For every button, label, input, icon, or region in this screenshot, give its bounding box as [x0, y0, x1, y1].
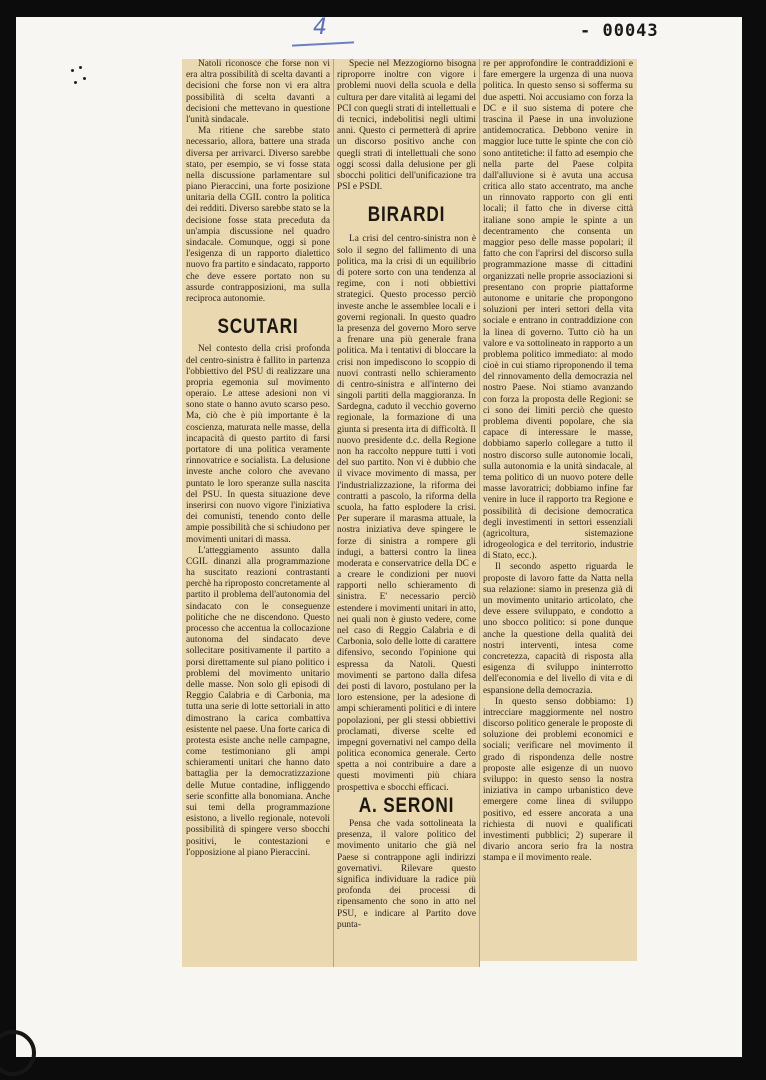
section-heading-seroni: A. SERONI	[358, 793, 455, 817]
paragraph: Pensa che vada sottolineata la presenza, il valore politico del movimento unitario che già nel Paese si contrappone agli indirizzi governativi. Rilevare questo significa individuare la radice più profonda dei processi di ripensamento che sono in atto nel PSU, e indicare al Partito dove punta-	[337, 819, 476, 930]
paragraph: Il secondo aspetto riguarda le proposte di lavoro fatte da Natta nella sua relazione: siamo in presenza già di un movimento unitario articolato, che deve essere sviluppato, e condotto a uno sbocco politico: si pone dunque anche la questione della qualità dei nostri interventi, intesa come concretezza, capacità di risposta alla esigenza di sviluppo ininterrotto dell'economia e del livello di vita e di espansione della democrazia.	[483, 562, 633, 696]
paragraph: Natoli riconosce che forse non vi era altra possibilità di scelta davanti a decisioni che forse non vi era altra possibilità di scelta davanti a decisioni che mettevano in questione l'unità sindacale.	[186, 59, 330, 125]
column-seam	[479, 59, 480, 967]
paragraph: In questo senso dobbiamo: 1) intrecciare maggiormente nel nostro discorso politico generale le proposte di soluzione dei problemi economici e sociali; verificare nel movimento il grado di rispondenza delle nostre proposte alle esigenze di un nuovo sviluppo: in questo senso la nostra iniziativa in campo urbanistico deve emergere come linea di sviluppo positivo, ed essere ancorata a una richiesta di nuovi e qualificati investimenti pubblici; 2) superare il divario ancora serio fra la nostra stampa e il movimento reale.	[483, 696, 633, 864]
handwritten-number: 4	[313, 15, 327, 40]
paragraph: La crisi del centro-sinistra non è solo il segno del fallimento di una politica, ma la crisi di un equilibrio di potere sorto con una tendenza al regime, con i noti obbiettivi strategici. Questo processo perciò investe anche le assemblee locali e i governi regionali. In questo quadro la presenza del governo Moro serve a frenare una più generale frana politica. Ma i tentativi di bloccare la crisi non impediscono lo scoppio di nuovi contrasti nello schieramento di centro-sinistra e all'interno dei singoli partiti della maggioranza. In Sardegna, caduto il vecchio governo regionale, la formazione di una giunta si presenta irta di difficoltà. Il nuovo presidente d.c. della Regione non ha raccolto neppure tutti i voti del suo partito. Non vi è dubbio che il vivace movimento di massa, per l'industrializzazione, la riforma dei contratti a pascolo, la riforma della scuola, ha fatto esplodere la crisi. Per superare il marasma attuale, la nostra iniziativa deve spingere le forze di sinistra a rompere gli indugi, a battersi contro la linea moderata e conservatrice della DC e a creare le condizioni per nuovi rapporti nello schieramento di sinistra. E' necessario perciò estendere i movimenti unitari in atto, nei quali non è giusto vedere, come nel caso di Reggio Calabria e di Carbonia, solo delle lotte di carattere difensivo, secondo l'opinione qui espressa da Natoli. Questi movimenti se partono dalla difesa dei posti di lavoro, postulano per la loro estensione, per la adesione di ampi schieramenti politici e di intere popolazioni, per gli stessi obbiettivi proclamati, diverse scelte ed impegni governativi nel campo della politica economica generale. Certo spetta a noi contribuire a dare a questi movimenti più chiara prospettiva e sbocchi efficaci.	[337, 234, 476, 793]
paragraph: L'atteggiamento assunto dalla CGIL dinanzi alla programmazione ha suscitato reazioni contrastanti perchè ha riproposto concretamente al partito il problema dell'autonomia del sindacato con le conseguenze politiche che ne discendono. Questo processo che accentua la collocazione autonoma del sindacato deve sollecitare positivamente il partito a porsi direttamente sul piano politico i problemi del movimento unitario delle masse. Non solo gli episodi di Reggio Calabria e di Carbonia, ma tutta una serie di lotte settoriali in atto dimostrano la carica combattiva esistente nel paese. Una forte carica di protesta esiste anche nelle campagne, come testimoniano gli ampi schieramenti unitari che hanno dato battaglia per la democratizzazione delle Mutue contadine, infliggendo serie sconfitte alla bonomiana. Anche sui temi della programmazione esistono, a livello regionale, notevoli possibilità di spingere verso sbocchi positivi, le contestazioni e l'opposizione al piano Pieraccini.	[186, 545, 330, 858]
clipping-column-3	[479, 59, 637, 961]
clipping-column-2	[333, 59, 480, 967]
paragraph: Specie nel Mezzogiorno bisogna riproporre inoltre con vigore i problemi nuovi della scuola e della cultura per dare vitalità ai legami del PCI con quegli strati di intellettuali e di tecnici, indebolitisi negli ultimi anni. Questo ci permetterà di aprire un discorso positivo anche con quegli strati di intellettuali che sono oggi scossi dalla delusione per gli sbocchi politici dell'unificazione tra PSI e PSDI.	[337, 59, 476, 193]
scribble-dots	[69, 65, 89, 87]
section-heading-birardi: BIRARDI	[367, 203, 446, 227]
paragraph: Ma ritiene che sarebbe stato necessario, allora, battere una strada diversa per arrivarci. Diverso sarebbe stato, per esempio, se vi fosse stata nella discussione parlamentare sul piano Pieraccini, una forte posizione unitaria della CGIL contro la politica dei redditi. Diverso sarebbe stato se la decisione fosse stata preceduta da un'ampia discussione nel quadro sindacale. Comunque, oggi si pone l'esigenza di un rapporto dialettico nuovo fra partito e sindacato, rapporto che deve essere portato non su assurde contrapposizioni, ma sulla reciproca autonomie.	[186, 126, 330, 304]
section-heading-scutari: SCUTARI	[217, 315, 299, 339]
clipping-column-1	[182, 59, 334, 967]
column-seam	[333, 59, 334, 967]
paragraph: re per approfondire le contraddizioni e fare emergere la urgenza di una nuova politica. In questo senso si sofferma su due aspetti. Noi accusiamo con forza la DC e il suo sistema di potere che trascina il Paese in una involuzione antidemocratica. Debbono venire in maggior luce tutte le spinte che con ciò sono antitetiche: il fatto ad esempio che nella parte del Paese colpita dall'alluvione si è avuta una accusa critica allo stato accentrato, ma anche un rinnovato rapporto con gli enti locali; il fatto che in diverse città italiane sono ampie le spinte a un decentramento che consenta un maggior peso delle masse popolari; il fatto che con l'aprirsi del discorso sulla programmazione masse di cittadini organizzati nelle proprie associazioni si presentano con proprie piattaforme autonome e unitarie che propongono soluzioni per interi settori della vita sociale e entrano in contraddizione con la linea di governo. Tutto ciò ha un valore e va sottolineato in rapporto a un problema politico immediato: al modo cioè in cui stiamo riproponendo il tema del rinnovamento della democrazia nel nostro Paese. Noi stiamo avanzando con forza la proposta delle Regioni: se ci sono dei limiti perciò che questo problema diventi popolare, che sia capace di interessare le masse, dobbiamo saperlo collegare a tutto il nostro discorso sulle autonomie locali, sulla autonomia e la unità sindacale, al tema politico di un nuovo potere delle masse lavoratrici; dobbiamo infine far venire in luce il rapporto tra Regione e possibilità di decisione democratica degli investimenti in settori essenziali (agricoltura, sistemazione idrogeologica e del territorio, industrie di Stato, ecc.).	[483, 59, 633, 562]
archive-page-number: - 00043	[580, 21, 659, 41]
paragraph: Nel contesto della crisi profonda del centro-sinistra è fallito in partenza l'obbiettivo del PSU di realizzare una propria egemonia sul movimento operaio. Le attese adesioni non vi sono state o hanno avuto scarso peso. Ma, ciò che è più importante è la coscienza, maturata nelle masse, della incapacità di questo partito di farsi portatore di una politica veramente rinnovatrice e socialista. La delusione investe anche coloro che avevano puntato le loro speranze sulla nascita del PSU. In questa situazione deve inserirsi con nuovo vigore l'iniziativa dei comunisti, tenendo conto delle ampie possibilità che si schiudono per movimenti unitari di massa.	[186, 344, 330, 545]
